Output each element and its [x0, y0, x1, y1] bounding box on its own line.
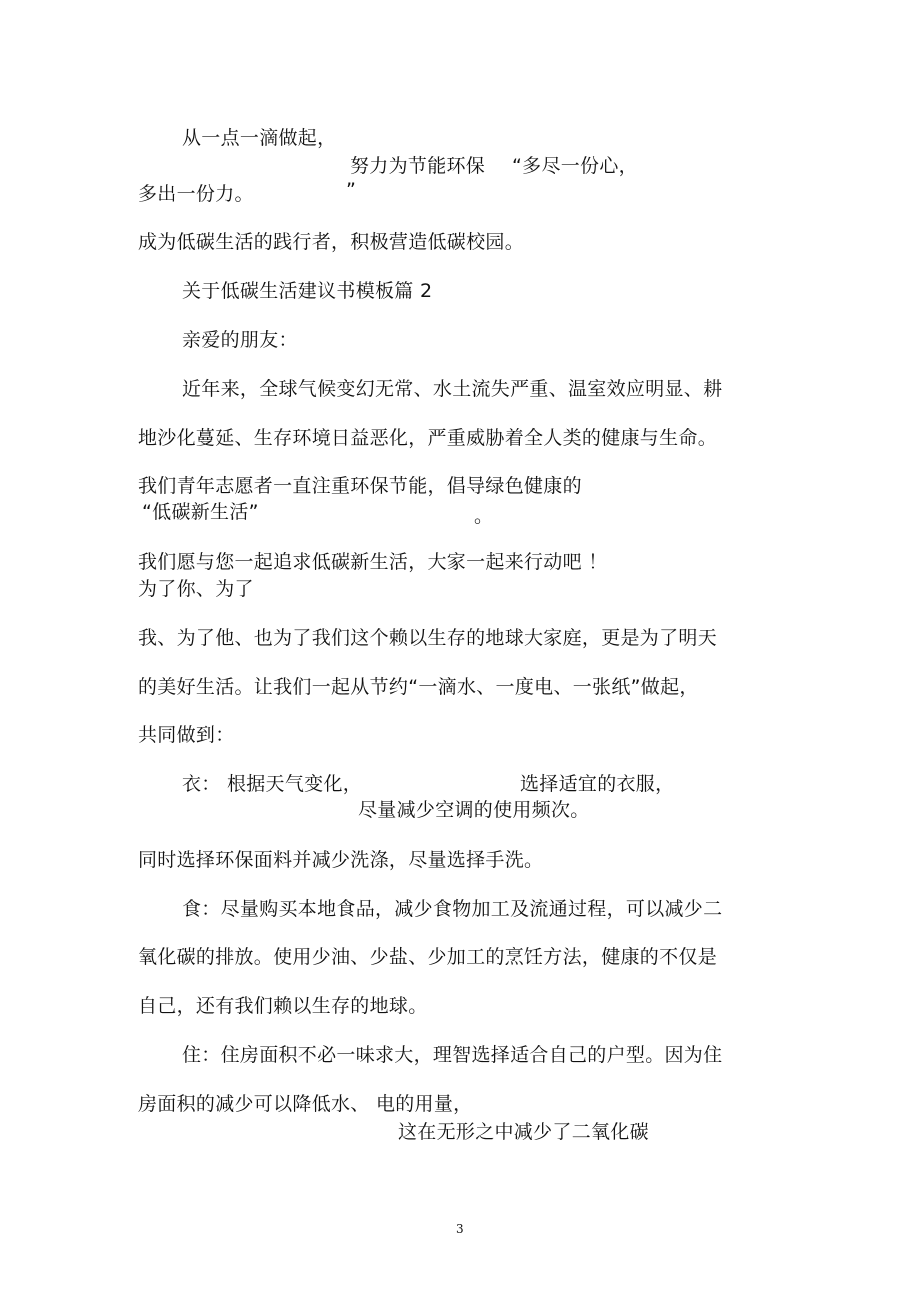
text-line: “低碳新生活” [142, 501, 259, 523]
text-line: ” [346, 179, 357, 201]
text-line: 努力为节能环保 [350, 155, 486, 177]
text-line: 食：尽量购买本地食品，减少食物加工及流通过程，可以减少二 [182, 898, 723, 920]
text-line: “多尽一份心， [512, 155, 638, 177]
page-number: 3 [456, 1222, 464, 1236]
text-line: 成为低碳生活的践行者，积极营造低碳校园。 [138, 231, 525, 253]
text-line: 同时选择环保面料并减少洗涤，尽量选择手洗。 [138, 849, 544, 871]
text-line: 氧化碳的排放。使用少油、少盐、少加工的烹饪方法，健康的不仅是 [138, 946, 718, 968]
salutation: 亲爱的朋友： [182, 329, 298, 351]
text-line: 的美好生活。让我们一起从节约“一滴水、一度电、一张纸”做起， [138, 676, 699, 698]
text-line: 我们青年志愿者一直注重环保节能，倡导绿色健康的 [138, 475, 582, 497]
text-line: 选择适宜的衣服， [520, 773, 675, 795]
text-line: 多出一份力。 [138, 183, 254, 205]
text-line: 住：住房面积不必一味求大，理智选择适合自己的户型。因为住 [182, 1044, 723, 1066]
text-line: 我、为了他、也为了我们这个赖以生存的地球大家庭，更是为了明天 [138, 627, 718, 649]
text-line: 房面积的减少可以降低水、 电的用量， [138, 1093, 473, 1115]
text-line: 地沙化蔓延、生存环境日益恶化，严重威胁着全人类的健康与生命。 [138, 427, 718, 449]
text-line: 从一点一滴做起， [182, 127, 337, 149]
text-line: 自己，还有我们赖以生存的地球。 [138, 995, 428, 1017]
text-line: 近年来，全球气候变幻无常、水土流失严重、温室效应明显、耕 [182, 378, 723, 400]
text-line: 尽量减少空调的使用频次。 [358, 799, 590, 821]
text-line: 为了你、为了 [138, 578, 254, 600]
text-line: 。 [474, 505, 494, 527]
text-line: 我们愿与您一起追求低碳新生活，大家一起来行动吧 ！ [138, 551, 608, 573]
text-line: 共同做到： [138, 724, 235, 746]
text-line: 衣： 根据天气变化， [182, 773, 363, 795]
text-line: 这在无形之中减少了二氧化碳 [398, 1121, 649, 1143]
section-heading: 关于低碳生活建议书模板篇 2 [182, 280, 433, 302]
